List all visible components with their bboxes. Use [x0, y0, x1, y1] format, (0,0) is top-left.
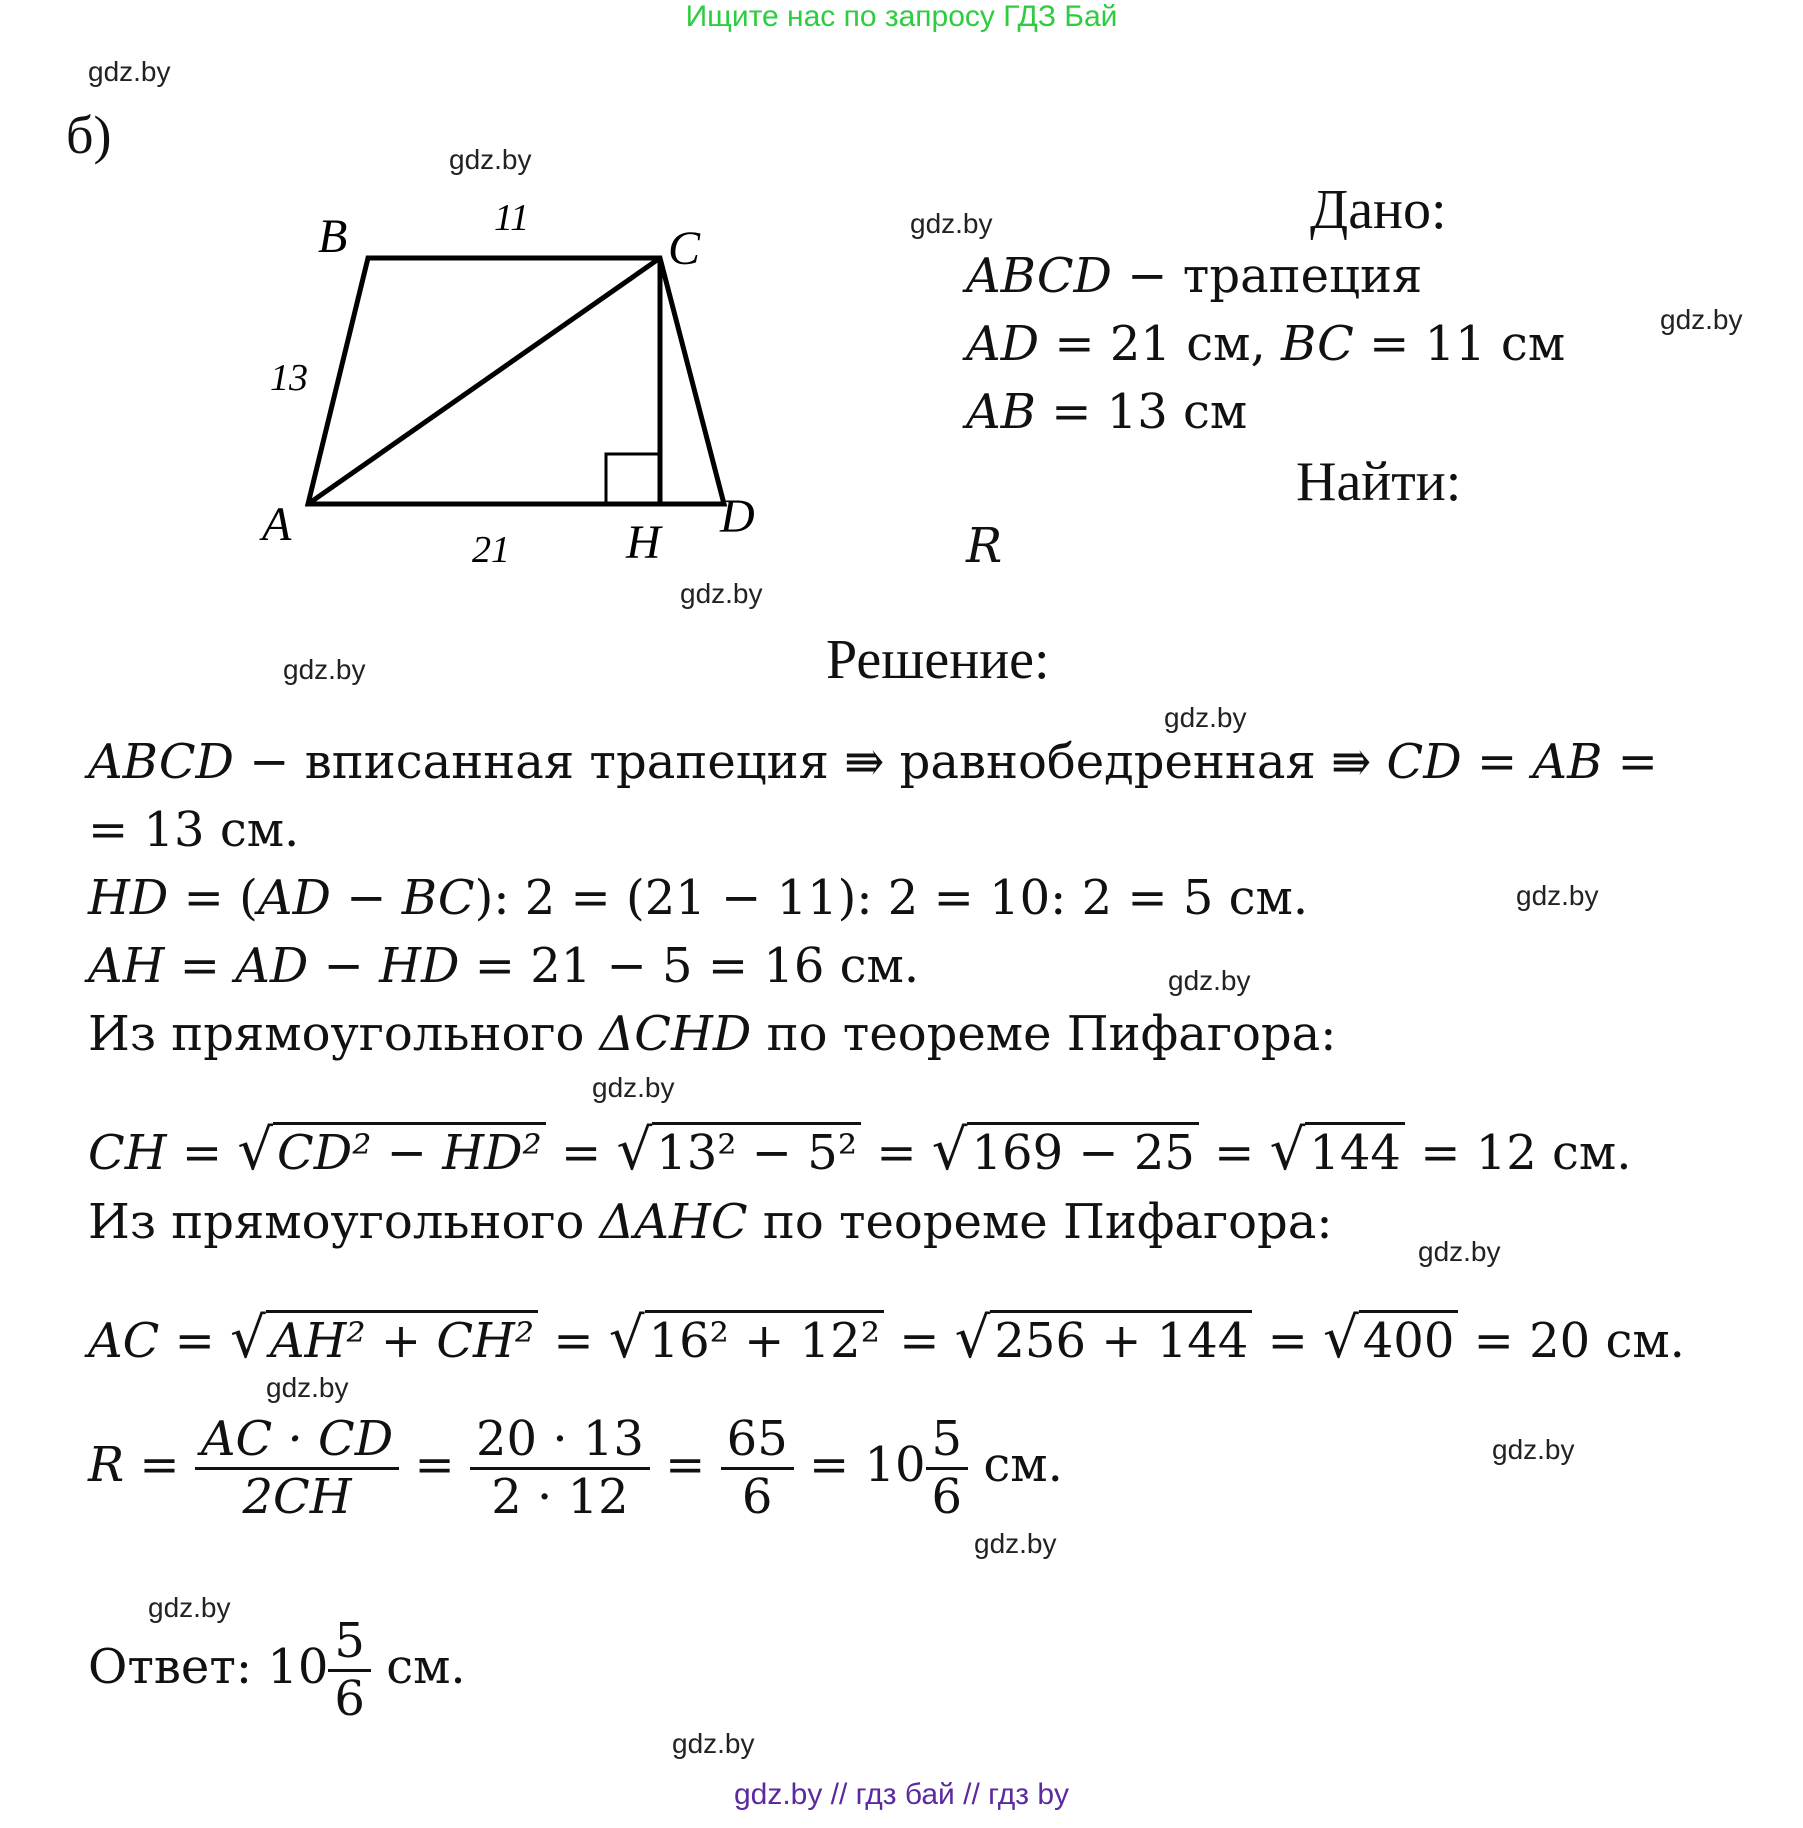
right-angle-mark	[606, 454, 660, 504]
watermark: gdz.by	[1492, 1434, 1575, 1465]
vertex-d-label: D	[720, 490, 755, 543]
solution-line-7: Из прямоугольного ΔAHC по теореме Пифагора:	[88, 1194, 1333, 1250]
sqrt-icon: √	[1269, 1118, 1306, 1183]
watermark: gdz.by	[680, 578, 763, 609]
solution-line-ac: AC = √AH² + CH² = √16² + 12² = √256 + 144 = √400 = 20 см.	[88, 1306, 1685, 1371]
watermark: gdz.by	[1168, 965, 1251, 996]
vertex-c-label: C	[668, 222, 701, 275]
given-line-3: AB = 13 см	[966, 384, 1248, 440]
watermark: gdz.by	[88, 56, 171, 87]
vertex-b-label: B	[318, 210, 348, 263]
fraction: $\frac{20 \cdot 13}{2 \cdot 12}$	[470, 1412, 650, 1525]
watermark: gdz.by	[592, 1072, 675, 1103]
trapezoid-diagram	[240, 200, 800, 580]
given-line-1: ABCD − трапеция	[966, 248, 1423, 304]
watermark: gdz.by	[974, 1528, 1057, 1559]
fraction: $\frac{AC \cdot CD}{2CH}$	[195, 1412, 399, 1525]
find-value: R	[966, 518, 1003, 574]
solution-line-ch: CH = √CD² − HD² = √13² − 5² = √169 − 25 = √144 = 12 см.	[88, 1118, 1632, 1183]
part-label: б)	[66, 105, 112, 165]
watermark: gdz.by	[1164, 702, 1247, 733]
find-heading: Найти:	[1296, 451, 1462, 513]
watermark: gdz.by	[266, 1372, 349, 1403]
watermark: gdz.by	[672, 1728, 755, 1759]
fraction: $\frac{65}{6}$	[721, 1412, 794, 1525]
watermark: gdz.by	[283, 654, 366, 685]
sqrt-icon: √	[931, 1118, 968, 1183]
vertex-h-label: H	[626, 516, 661, 569]
solution-line-1: ABCD − вписанная трапеция ⇛ равнобедренная ⇛ CD = AB =	[88, 734, 1658, 790]
top-banner: Ищите нас по запросу ГДЗ Бай	[685, 0, 1118, 33]
solution-heading: Решение:	[826, 629, 1050, 691]
sqrt-icon: √	[237, 1118, 274, 1183]
sqrt-icon: √	[608, 1306, 645, 1371]
watermark: gdz.by	[1418, 1236, 1501, 1267]
watermark: gdz.by	[1516, 880, 1599, 911]
sqrt-icon: √	[230, 1306, 266, 1371]
sqrt-icon: √	[954, 1306, 991, 1371]
radius-formula: R = $\frac{AC \cdot CD}{2CH}$ = $\frac{20 \cdot 13}{2 \cdot 12}$ = $\frac{65}{6}$ = 10 $\frac{5}{6}$ см.	[88, 1411, 1063, 1526]
length-ab-label: 13	[270, 357, 308, 399]
vertex-a-label: A	[262, 498, 292, 551]
watermark: gdz.by	[910, 208, 993, 239]
fraction: $\frac{5}{6}$	[926, 1412, 969, 1525]
given-heading: Дано:	[1310, 179, 1447, 241]
solution-line-4: AH = AD − HD = 21 − 5 = 16 см.	[88, 938, 920, 994]
given-line-2: AD = 21 см, BC = 11 см	[966, 316, 1566, 372]
fraction: $\frac{5}{6}$	[328, 1614, 371, 1727]
sqrt-icon: √	[1323, 1306, 1359, 1371]
solution-line-2: = 13 см.	[88, 802, 300, 858]
length-bc-label: 11	[494, 200, 530, 239]
watermark: gdz.by	[1660, 304, 1743, 335]
solution-line-3: HD = (AD − BC): 2 = (21 − 11): 2 = 10: 2 = 5 см.	[88, 870, 1309, 926]
footer-links: gdz.by // гдз бай // гдз by	[733, 1778, 1070, 1811]
solution-line-5: Из прямоугольного ΔCHD по теореме Пифагора:	[88, 1006, 1337, 1062]
watermark: gdz.by	[148, 1592, 231, 1623]
sqrt-icon: √	[616, 1118, 653, 1183]
watermark: gdz.by	[449, 144, 532, 175]
length-ad-label: 21	[472, 529, 510, 571]
answer: Ответ: 10 $\frac{5}{6}$ см.	[88, 1613, 466, 1728]
